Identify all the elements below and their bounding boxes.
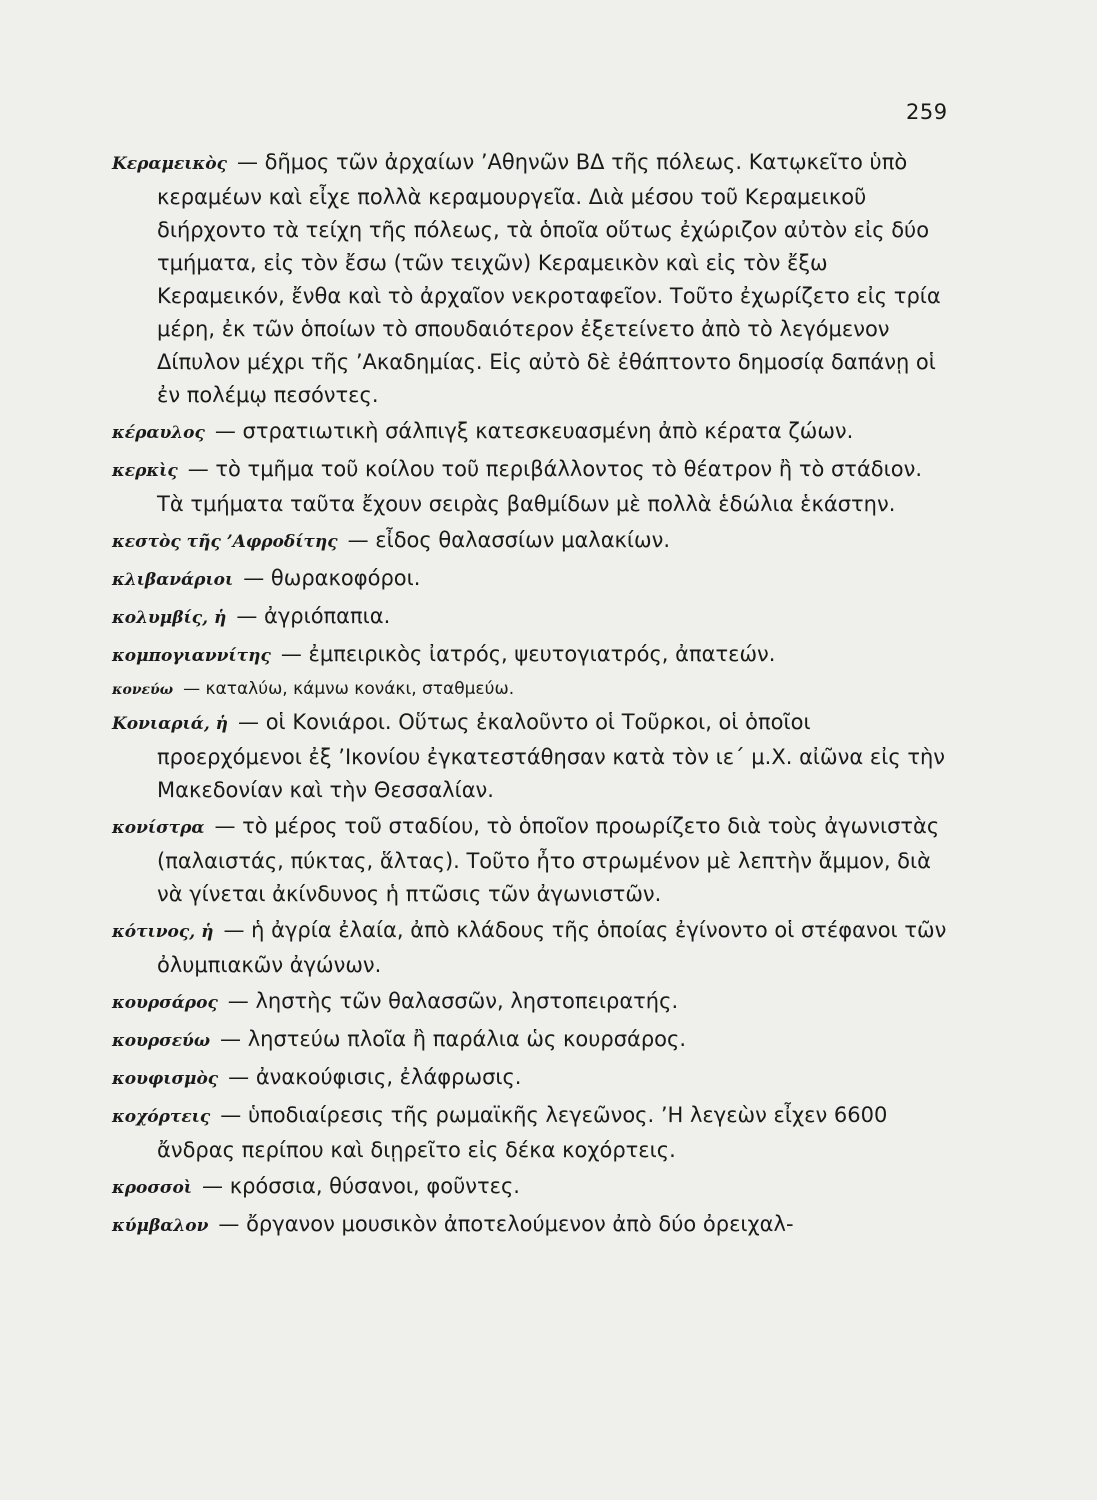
entry-definition: — εἶδος θαλασσίων μαλακίων. xyxy=(347,528,671,552)
entry-term: κοχόρτεις xyxy=(112,1107,211,1127)
glossary-entry xyxy=(112,1061,950,1096)
entry-definition: — στρατιωτικὴ σάλπιγξ κατεσκευασμένη ἀπὸ κέρατα ζώων. xyxy=(214,419,854,443)
entry-term: κερκὶς xyxy=(112,461,178,481)
entry-definition: — ἀνακούφισις, ἐλάφρωσις. xyxy=(228,1065,522,1089)
entry-term: κονίστρα xyxy=(112,818,205,838)
glossary-entry xyxy=(112,706,950,807)
page-number: 259 xyxy=(906,100,948,124)
entry-definition: — ὄργανον μουσικὸν ἀποτελούμενον ἀπὸ δύο ὀρειχαλ- xyxy=(218,1212,794,1236)
entry-definition: — ἐμπειρικὸς ἰατρός, ψευτογιατρός, ἀπατεών. xyxy=(280,642,776,666)
entry-definition: — ληστὴς τῶν θαλασσῶν, ληστοπειρατής. xyxy=(227,989,679,1013)
entry-term: κουρσάρος xyxy=(112,993,218,1013)
glossary-entry xyxy=(112,638,950,673)
glossary-entry xyxy=(112,453,950,521)
entry-definition: — ληστεύω πλοῖα ἢ παράλια ὡς κουρσάρος. xyxy=(220,1027,687,1051)
glossary-entry xyxy=(112,415,950,450)
entry-term: κομπογιαννίτης xyxy=(112,646,271,666)
entry-definition: — καταλύω, κάμνω κονάκι, σταθμεύω. xyxy=(183,679,515,699)
glossary-entry xyxy=(112,1099,950,1167)
glossary-entry xyxy=(112,524,950,559)
glossary-entry xyxy=(112,1170,950,1205)
entry-term: κονεύω xyxy=(112,682,174,698)
entry-term: κολυμβίς, ἡ xyxy=(112,608,227,628)
glossary-entry xyxy=(112,562,950,597)
entry-definition: — ἡ ἀγρία ἐλαία, ἀπὸ κλάδους τῆς ὁποίας ἐγίνοντο οἱ στέφανοι τῶν ὀλυμπιακῶν ἀγώνων. xyxy=(157,918,947,977)
glossary-entry xyxy=(112,146,950,412)
entry-term: κεστὸς τῆς ’Αφροδίτης xyxy=(112,532,338,552)
glossary-entry xyxy=(112,1023,950,1058)
entry-term: κύμβαλον xyxy=(112,1216,209,1236)
glossary-entry xyxy=(112,1208,950,1243)
glossary-entry xyxy=(112,985,950,1020)
entry-term: Κονιαριά, ἡ xyxy=(112,714,229,734)
entry-term: κότινος, ἡ xyxy=(112,922,214,942)
entry-term: κουρσεύω xyxy=(112,1031,211,1051)
entry-definition: — δῆμος τῶν ἀρχαίων ’Αθηνῶν ΒΔ τῆς πόλεως. Κατῳκεῖτο ὑπὸ κεραμέων καὶ εἶχε πολλὰ κεραμουργεῖα. Διὰ μέσου τοῦ Κεραμεικοῦ διήρχοντο τὰ τείχη τῆς πόλεως, τὰ ὁποῖα οὕτως ἐχώριζον αὐτὸν εἰς δύο τμήματα, εἰς τὸν ἔσω (τῶν τειχῶν) Κεραμεικὸν καὶ εἰς τὸν ἔξω Κεραμεικόν, ἔνθα καὶ τὸ ἀρχαῖον νεκροταφεῖον. Τοῦτο ἐχωρίζετο εἰς τρία μέρη, ἐκ τῶν ὁποίων τὸ σπουδαιότερον ἐξετείνετο ἀπὸ τὸ λεγόμενον Δίπυλον μέχρι τῆς ’Ακαδημίας. Εἰς αὐτὸ δὲ ἐθάπτοντο δημοσίᾳ δαπάνῃ οἱ ἐν πολέμῳ πεσόντες. xyxy=(157,150,941,407)
entry-term: κουφισμὸς xyxy=(112,1069,219,1089)
entry-term: Κεραμεικὸς xyxy=(112,154,227,174)
glossary-entry xyxy=(112,676,950,703)
entry-definition: — ἀγριόπαπια. xyxy=(236,604,391,628)
entry-definition: — τὸ μέρος τοῦ σταδίου, τὸ ὁποῖον προωρίζετο διὰ τοὺς ἀγωνιστὰς (παλαιστάς, πύκτας, ἅλτας). Τοῦτο ἦτο στρωμένον μὲ λεπτὴν ἄμμον, διὰ νὰ γίνεται ἀκίνδυνος ἡ πτῶσις τῶν ἀγωνιστῶν. xyxy=(157,814,940,906)
glossary-entry xyxy=(112,914,950,982)
entry-term: κροσσοὶ xyxy=(112,1178,193,1198)
entry-definition: — κρόσσια, θύσανοι, φοῦντες. xyxy=(202,1174,520,1198)
entry-term: κέραυλος xyxy=(112,423,205,443)
entry-definition: — οἱ Κονιάροι. Οὕτως ἐκαλοῦντο οἱ Τοῦρκοι, οἱ ὁποῖοι προερχόμενοι ἐξ ’Ικονίου ἐγκατεστάθησαν κατὰ τὸν ιε΄ μ.Χ. αἰῶνα εἰς τὴν Μακεδονίαν καὶ τὴν Θεσσαλίαν. xyxy=(157,710,946,802)
glossary-entry xyxy=(112,600,950,635)
glossary-entry xyxy=(112,810,950,911)
entry-definition: — τὸ τμῆμα τοῦ κοίλου τοῦ περιβάλλοντος τὸ θέατρον ἢ τὸ στάδιον. Τὰ τμήματα ταῦτα ἔχουν σειρὰς βαθμίδων μὲ πολλὰ ἑδώλια ἑκάστην. xyxy=(157,457,922,516)
entry-definition: — θωρακοφόροι. xyxy=(243,566,421,590)
entry-term: κλιβανάριοι xyxy=(112,570,234,590)
entry-definition: — ὑποδιαίρεσις τῆς ρωμαϊκῆς λεγεῶνος. ’Η λεγεὼν εἶχεν 6600 ἄνδρας περίπου καὶ διῃρεῖτο εἰς δέκα κοχόρτεις. xyxy=(157,1103,888,1162)
glossary-entries xyxy=(112,146,950,1246)
